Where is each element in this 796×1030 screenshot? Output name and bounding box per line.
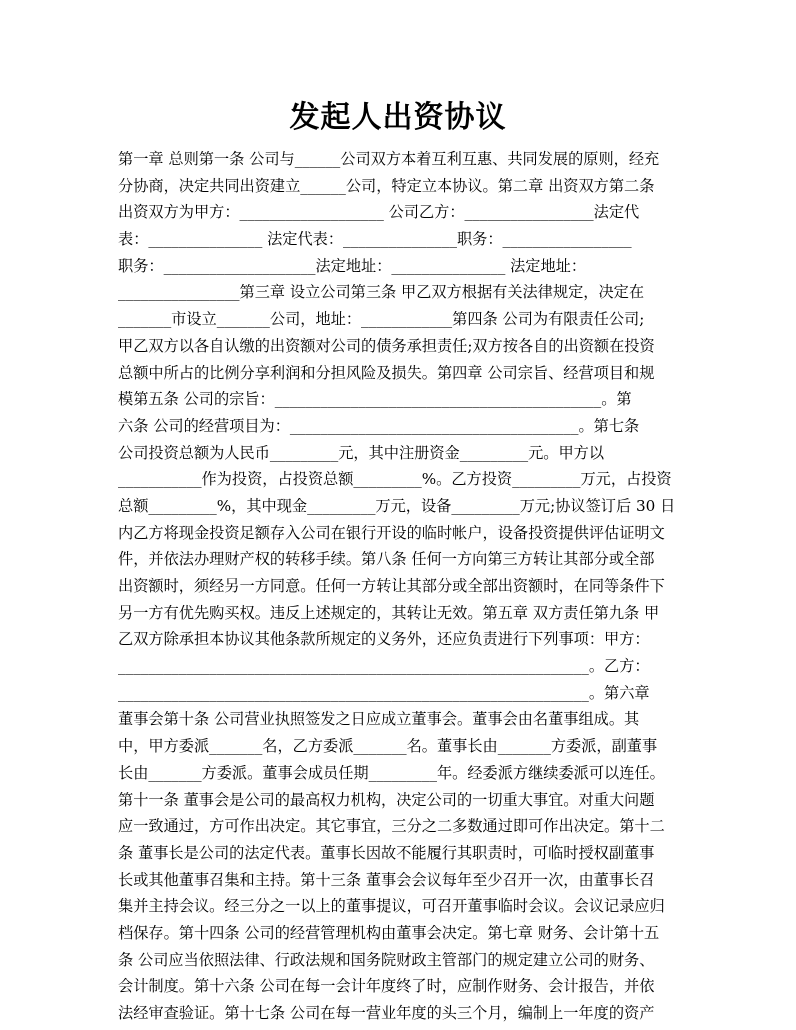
body-line: 长由_______方委派。董事会成员任期_________年。经委派方继续委派可以连任。: [118, 763, 665, 782]
body-line: ___________作为投资，占投资总额_________%。乙方投资_________万元，占投资: [118, 470, 672, 489]
body-line: ______________________________________________________________。乙方：: [118, 657, 650, 676]
body-line: 第十一条 董事会是公司的最高权力机构，决定公司的一切重大事宜。对重大问题: [118, 790, 655, 809]
body-line: 董事会第十条 公司营业执照签发之日应成立董事会。董事会由名董事组成。其: [118, 710, 640, 729]
body-line: 分协商，决定共同出资建立______公司，特定立本协议。第二章 出资双方第二条: [118, 176, 655, 195]
body-line: 第一章 总则第一条 公司与______公司双方本着互利互惠、共同发展的原则，经充: [118, 150, 660, 168]
body-line: 另一方有优先购买权。违反上述规定的，其转让无效。第五章 双方责任第九条 甲: [118, 603, 660, 622]
body-line: 内乙方将现金投资足额存入公司在银行开设的临时帐户，设备投资提供评估证明文: [118, 523, 665, 542]
body-line: ______________________________________________________________。第六章: [118, 683, 650, 702]
body-line: 条 董事长是公司的法定代表。董事长因故不能履行其职责时，可临时授权副董事: [118, 843, 655, 862]
body-line: 表：_______________ 法定代表：_______________职务：_________________: [118, 230, 632, 249]
document-body: [118, 146, 683, 1027]
body-line: 件，并依法办理财产权的转移手续。第八条 任何一方向第三方转让其部分或全部: [118, 550, 655, 569]
body-line: 长或其他董事召集和主持。第十三条 董事会会议每年至少召开一次，由董事长召: [118, 870, 655, 889]
body-line: 职务：____________________法定地址：_______________ 法定地址：: [118, 256, 587, 275]
body-line: 出资额时，须经另一方同意。任何一方转让其部分或全部出资额时，在同等条件下: [118, 577, 665, 595]
body-line: _______市设立_______公司，地址：____________第四条 公司为有限责任公司;: [118, 310, 645, 329]
body-line: 甲乙双方以各自认缴的出资额对公司的债务承担责任;双方按各自的出资额在投资: [118, 336, 655, 355]
body-line: 六条 公司的经营项目为：______________________________________。第七条: [118, 416, 640, 435]
body-line: 出资双方为甲方：___________________ 公司乙方：_________________法定代: [118, 203, 640, 222]
body-line: 法经审查验证。第十七条 公司在每一营业年度的头三个月，编制上一年度的资产: [118, 1004, 655, 1022]
body-line: 中，甲方委派_______名，乙方委派_______名。董事长由_______方委派，副董事: [118, 737, 658, 756]
body-line: 会计制度。第十六条 公司在每一会计年度终了时，应制作财务、会计报告，并依: [118, 977, 655, 996]
body-line: 档保存。第十四条 公司的经营管理机构由董事会决定。第七章 财务、会计第十五: [118, 923, 660, 942]
body-line: 模第五条 公司的宗旨：___________________________________________。第: [118, 390, 632, 409]
body-line: 集并主持会议。经三分之一以上的董事提议，可召开董事临时会议。会议记录应归: [118, 897, 665, 916]
body-line: ________________第三章 设立公司第三条 甲乙双方根据有关法律规定，决定在: [118, 283, 645, 302]
body-line: 公司投资总额为人民币_________元，其中注册资金_________元。甲方以: [118, 443, 604, 462]
body-line: 总额_________%，其中现金_________万元，设备_________万元;协议签订后 30 日: [118, 496, 676, 515]
body-line: 总额中所占的比例分享利润和分担风险及损失。第四章 公司宗旨、经营项目和规: [118, 363, 655, 382]
body-line: 应一致通过，方可作出决定。其它事宜，三分之二多数通过即可作出决定。第十二: [118, 817, 665, 836]
body-line: 条 公司应当依照法律、行政法规和国务院财政主管部门的规定建立公司的财务、: [118, 950, 655, 969]
body-line: 乙双方除承担本协议其他条款所规定的义务外，还应负责进行下列事项：甲方：: [118, 630, 650, 649]
document-title: 发起人出资协议: [289, 100, 507, 135]
